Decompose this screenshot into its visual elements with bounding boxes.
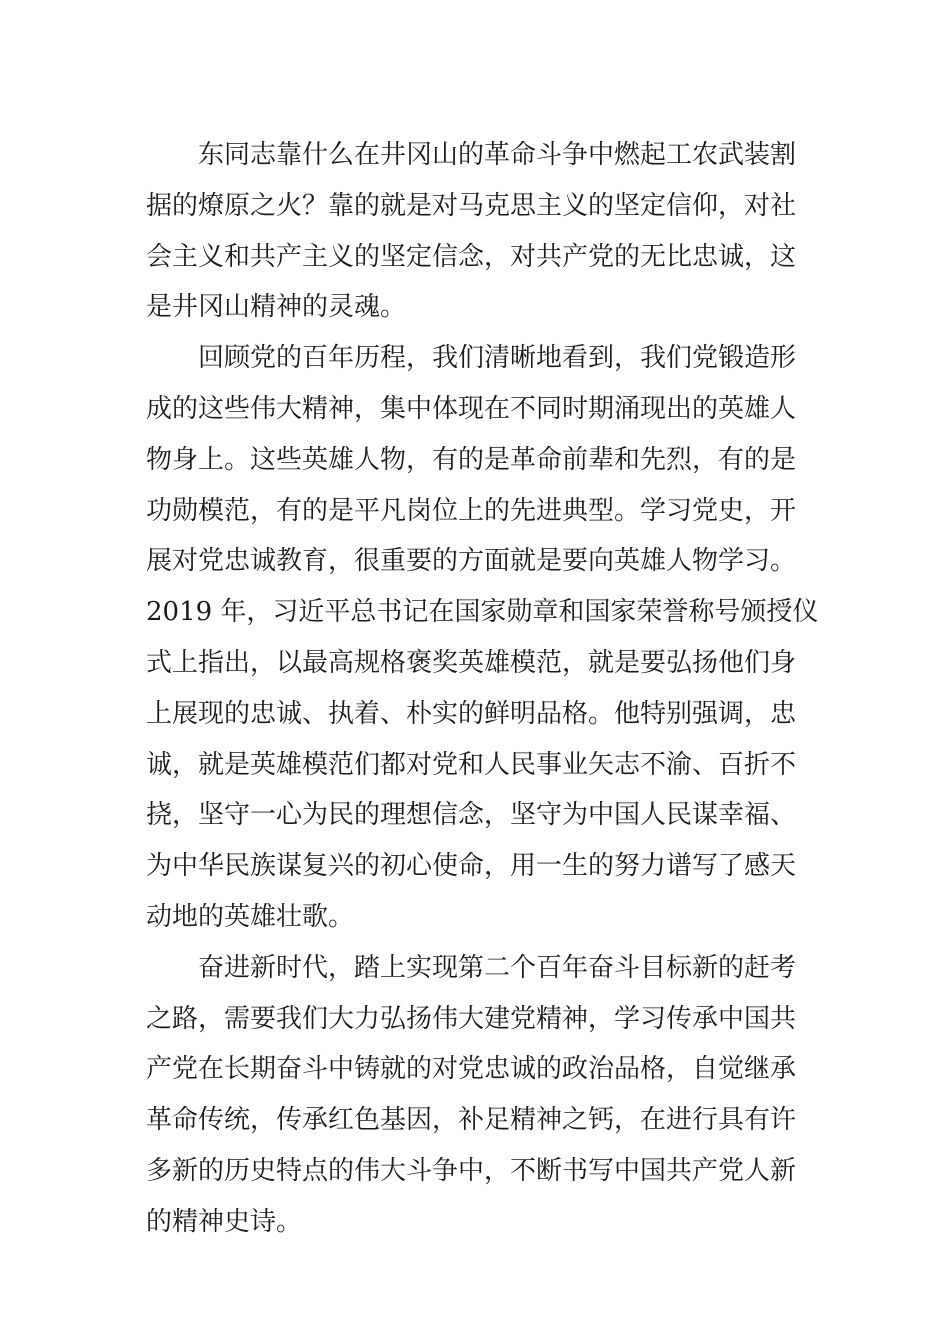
text-line: 为中华民族谋复兴的初心使命，用一生的努力谱写了感天 [146, 851, 797, 882]
text-line: 的精神史诗。 [146, 1206, 303, 1237]
text-line: 上展现的忠诚、执着、朴实的鲜明品格。他特别强调，忠 [146, 698, 797, 729]
text-line: 2019 年，习近平总书记在国家勋章和国家荣誉称号颁授仪 [146, 597, 819, 628]
text-line: 之路，需要我们大力弘扬伟大建党精神，学习传承中国共 [146, 1003, 797, 1034]
text-line: 动地的英雄壮歌。 [146, 901, 355, 932]
text-line: 挠，坚守一心为民的理想信念，坚守为中国人民谋幸福、 [146, 800, 797, 831]
paragraph-2 [146, 333, 819, 943]
body-text [146, 130, 819, 1248]
text-line: 多新的历史特点的伟大斗争中，不断书写中国共产党人新 [146, 1155, 797, 1186]
text-line: 式上指出，以最高规格褒奖英雄模范，就是要弘扬他们身 [146, 647, 797, 678]
text-line: 回顾党的百年历程，我们清晰地看到，我们党锻造形 [198, 343, 797, 374]
text-line: 据的燎原之火？靠的就是对马克思主义的坚定信仰，对社 [146, 190, 797, 221]
paragraph-3 [146, 943, 806, 1248]
paragraph-1 [146, 130, 806, 333]
text-line: 革命传统，传承红色基因，补足精神之钙，在进行具有许 [146, 1105, 797, 1136]
text-line: 诚，就是英雄模范们都对党和人民事业矢志不渝、百折不 [146, 749, 797, 780]
text-line: 成的这些伟大精神，集中体现在不同时期涌现出的英雄人 [146, 393, 797, 424]
text-line: 产党在长期奋斗中铸就的对党忠诚的政治品格，自觉继承 [146, 1054, 797, 1085]
text-line: 展对党忠诚教育，很重要的方面就是要向英雄人物学习。 [146, 546, 797, 577]
text-line: 奋进新时代，踏上实现第二个百年奋斗目标新的赶考 [198, 952, 797, 983]
text-line: 东同志靠什么在井冈山的革命斗争中燃起工农武装割 [198, 140, 797, 170]
text-line: 功勋模范，有的是平凡岗位上的先进典型。学习党史，开 [146, 495, 797, 526]
text-line: 是井冈山精神的灵魂。 [146, 292, 407, 323]
text-line: 物身上。这些英雄人物，有的是革命前辈和先烈，有的是 [146, 444, 797, 475]
text-line: 会主义和共产主义的坚定信念，对共产党的无比忠诚，这 [146, 241, 797, 272]
